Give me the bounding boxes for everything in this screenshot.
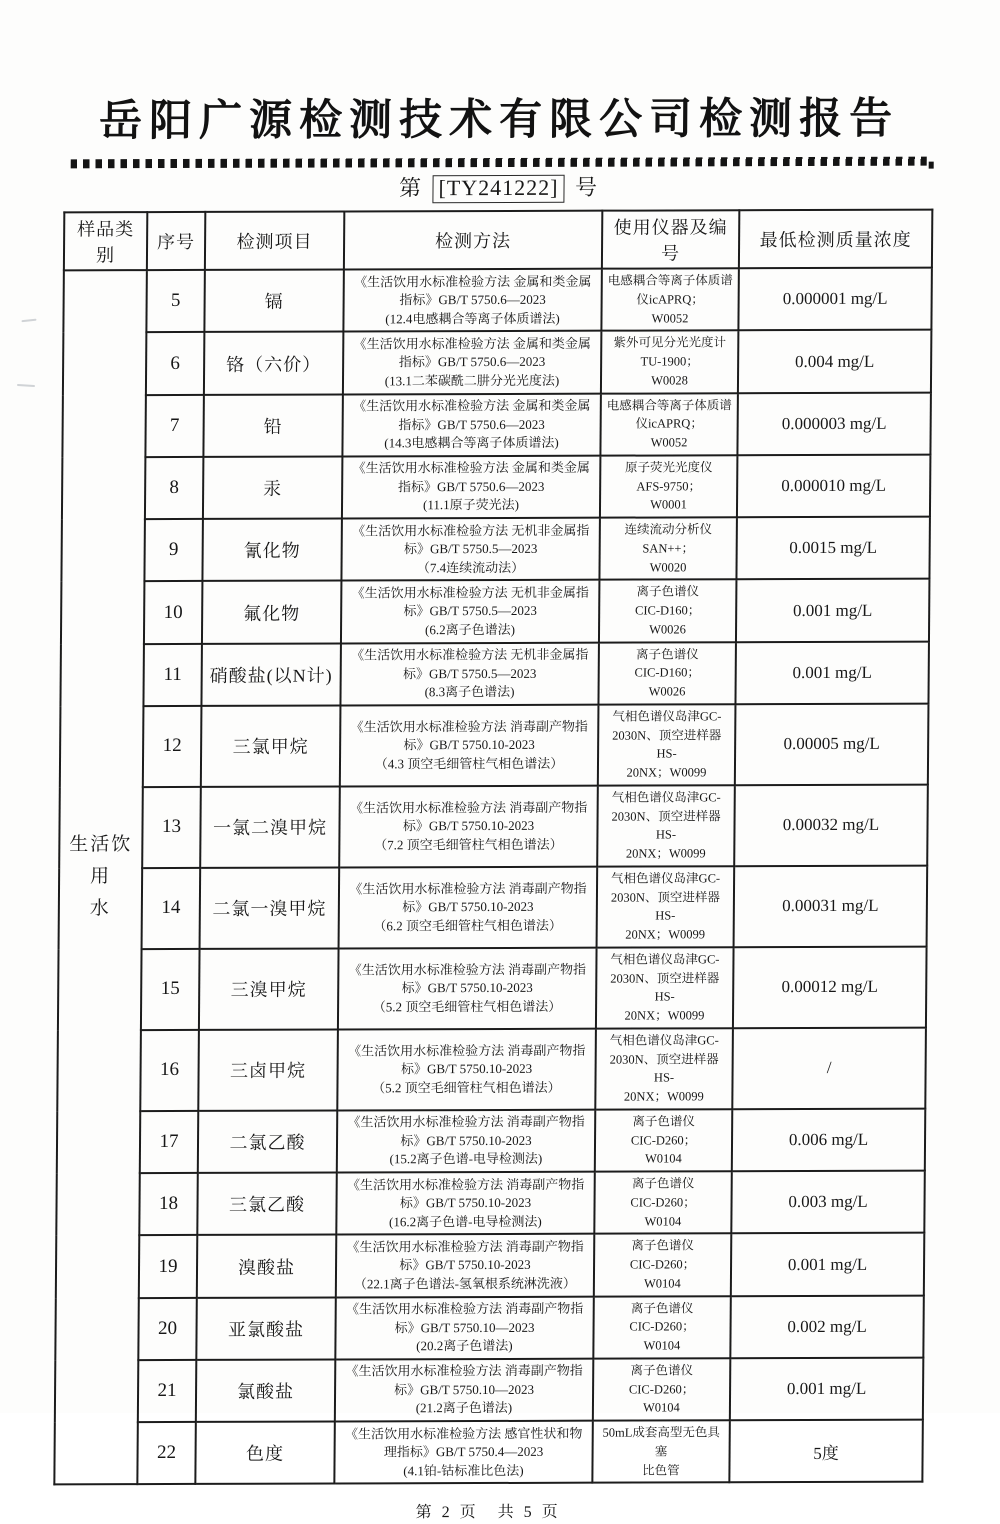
table-row — [58, 947, 927, 1031]
row-test-item: 三卤甲烷 — [198, 1029, 338, 1110]
row-test-item: 三氯甲烷 — [201, 705, 341, 786]
row-test-method: 《生活饮用水标准检验方法 无机非金属指 标》GB/T 5750.5—2023 （7.4连续流动法） — [341, 518, 599, 581]
row-test-item: 氰化物 — [202, 519, 341, 582]
row-instrument: 气相色谱仪岛津GC- 2030N、顶空进样器HS- 20NX；W0099 — [595, 1028, 733, 1109]
row-instrument: 电感耦合等离子体质谱 仪icAPRQ； W0052 — [601, 268, 738, 331]
row-detection-limit: 0.000003 mg/L — [737, 392, 930, 455]
row-detection-limit: 0.00031 mg/L — [734, 866, 928, 948]
sample-category-cell: 生活饮用 水 — [54, 270, 147, 1485]
row-test-item: 硝酸盐(以N计) — [201, 643, 340, 706]
row-instrument: 50mL成套高型无色具塞 比色管 — [592, 1420, 729, 1483]
row-test-item: 亚氯酸盐 — [196, 1297, 335, 1360]
row-test-method: 《生活饮用水标准检验方法 消毒副产物指 标》GB/T 5750.10-2023 （5.2 顶空毛细管柱气相色谱法） — [337, 1029, 596, 1111]
row-test-method: 《生活饮用水标准检验方法 无机非金属指 标》GB/T 5750.5—2023 (6.2离子色谱法) — [341, 580, 599, 643]
row-instrument: 电感耦合等离子体质谱 仪icAPRQ； W0052 — [600, 393, 737, 456]
row-test-method: 《生活饮用水标准检验方法 金属和类金属 指标》GB/T 5750.6—2023 (14.3电感耦合等离子体质谱法) — [342, 393, 600, 456]
row-instrument: 气相色谱仪岛津GC- 2030N、顶空进样器HS- 20NX；W0099 — [596, 947, 734, 1028]
table-row — [57, 1028, 926, 1112]
row-detection-limit: 0.00012 mg/L — [733, 947, 927, 1029]
row-instrument: 离子色谱仪 CIC-D160； W0026 — [599, 580, 736, 643]
row-detection-limit: 0.000001 mg/L — [738, 268, 931, 331]
row-instrument: 离子色谱仪 CIC-D160； W0026 — [598, 642, 735, 705]
row-serial-number: 18 — [139, 1173, 197, 1235]
row-test-item: 氯酸盐 — [196, 1359, 335, 1422]
header-detection-limit: 最低检测质量浓度 — [739, 210, 932, 269]
table-row — [56, 1171, 925, 1236]
row-serial-number: 22 — [137, 1422, 195, 1484]
page-number-footer: 第 2 页 共 5 页 — [415, 1504, 561, 1522]
row-serial-number: 8 — [145, 457, 203, 519]
table-row — [54, 1420, 923, 1485]
table-row — [56, 1233, 925, 1298]
row-instrument: 离子色谱仪 CIC-D260； W0104 — [593, 1296, 730, 1359]
row-test-item: 氟化物 — [202, 581, 341, 644]
row-instrument: 气相色谱仪岛津GC- 2030N、顶空进样器HS- 20NX；W0099 — [597, 785, 735, 866]
header-test-method: 检测方法 — [344, 211, 602, 270]
table-row — [62, 392, 931, 457]
row-test-item: 一氯二溴甲烷 — [200, 786, 340, 867]
row-serial-number: 19 — [139, 1235, 197, 1297]
report-number-suffix: 号 — [574, 174, 599, 200]
row-instrument: 气相色谱仪岛津GC- 2030N、顶空进样器HS- 20NX；W0099 — [597, 866, 735, 947]
row-detection-limit: 0.0015 mg/L — [736, 517, 929, 580]
table-row — [55, 1358, 924, 1423]
row-serial-number: 5 — [146, 270, 204, 332]
row-instrument: 原子荧光光度仪 AFS-9750； W0001 — [600, 455, 737, 518]
row-test-method: 《生活饮用水标准检验方法 感官性状和物 理指标》GB/T 5750.4—2023 (4.1铂-钴标准比色法) — [334, 1421, 592, 1484]
row-test-item: 二氯乙酸 — [198, 1110, 337, 1173]
row-test-item: 色度 — [195, 1422, 334, 1485]
table-body — [54, 268, 932, 1485]
row-test-method: 《生活饮用水标准检验方法 消毒副产物指 标》GB/T 5750.10-2023 （5.2 顶空毛细管柱气相色谱法） — [338, 948, 597, 1030]
row-test-item: 镉 — [204, 270, 343, 333]
row-serial-number: 12 — [143, 706, 202, 787]
row-serial-number: 21 — [138, 1360, 196, 1422]
row-test-method: 《生活饮用水标准检验方法 无机非金属指 标》GB/T 5750.5—2023 (8.3离子色谱法) — [340, 642, 598, 705]
report-number-line — [0, 169, 999, 204]
row-detection-limit: 0.006 mg/L — [732, 1109, 925, 1172]
row-test-method: 《生活饮用水标准检验方法 消毒副产物指 标》GB/T 5750.10-2023 （4.3 顶空毛细管柱气相色谱法） — [340, 705, 599, 787]
row-detection-limit: 0.002 mg/L — [730, 1295, 923, 1358]
report-number-value: [TY241222] — [432, 175, 564, 204]
row-serial-number: 16 — [140, 1030, 199, 1111]
row-serial-number: 10 — [144, 581, 202, 643]
row-test-method: 《生活饮用水标准检验方法 金属和类金属 指标》GB/T 5750.6—2023 (11.1原子荧光法) — [342, 456, 600, 519]
row-serial-number: 9 — [144, 519, 202, 581]
row-serial-number: 11 — [143, 644, 201, 706]
table-row — [57, 1109, 926, 1174]
row-detection-limit: 0.004 mg/L — [738, 330, 931, 393]
row-detection-limit: 0.001 mg/L — [730, 1358, 923, 1421]
table-row — [63, 268, 932, 333]
row-instrument: 紫外可见分光光度计 TU-1900； W0028 — [601, 331, 738, 394]
report-title: 岳阳广源检测技术有限公司检测报告 — [98, 95, 900, 146]
row-instrument: 离子色谱仪 CIC-D260； W0104 — [595, 1109, 732, 1172]
row-test-item: 汞 — [203, 456, 342, 519]
header-serial-number: 序号 — [147, 212, 205, 270]
row-detection-limit: 0.00032 mg/L — [734, 785, 928, 867]
row-detection-limit: 0.003 mg/L — [731, 1171, 924, 1234]
header-test-item: 检测项目 — [205, 212, 344, 270]
header-sample-category: 样品类别 — [64, 212, 147, 270]
row-serial-number: 14 — [142, 868, 201, 949]
row-test-method: 《生活饮用水标准检验方法 消毒副产物指 标》GB/T 5750.10—2023 (20.2离子色谱法) — [335, 1296, 593, 1359]
table-row — [60, 641, 929, 706]
row-detection-limit: 0.001 mg/L — [731, 1233, 924, 1296]
row-test-method: 《生活饮用水标准检验方法 金属和类金属 指标》GB/T 5750.6—2023 (13.1二苯碳酰二肼分光光度法) — [343, 331, 601, 394]
header-instrument: 使用仪器及编号 — [602, 210, 739, 268]
row-test-method: 《生活饮用水标准检验方法 消毒副产物指 标》GB/T 5750.10-2023 (15.2离子色谱-电导检测法) — [337, 1110, 595, 1173]
table-row — [59, 866, 928, 950]
row-detection-limit: / — [732, 1028, 926, 1110]
row-serial-number: 13 — [142, 787, 201, 868]
row-serial-number: 15 — [141, 949, 200, 1030]
row-instrument: 离子色谱仪 CIC-D260； W0104 — [593, 1358, 730, 1421]
row-test-item: 二氯一溴甲烷 — [200, 867, 340, 948]
title-dotted-divider — [71, 157, 927, 169]
row-test-method: 《生活饮用水标准检验方法 消毒副产物指 标》GB/T 5750.10—2023 (21.2离子色谱法) — [335, 1359, 593, 1422]
row-test-method: 《生活饮用水标准检验方法 金属和类金属 指标》GB/T 5750.6—2023 (12.4电感耦合等离子体质谱法) — [343, 269, 601, 332]
row-serial-number: 7 — [145, 395, 203, 457]
row-instrument: 离子色谱仪 CIC-D260； W0104 — [594, 1234, 731, 1297]
test-items-table — [53, 209, 933, 1486]
row-test-method: 《生活饮用水标准检验方法 消毒副产物指 标》GB/T 5750.10-2023 (16.2离子色谱-电导检测法) — [336, 1172, 594, 1235]
report-number-prefix: 第 — [398, 175, 423, 201]
row-test-item: 三溴甲烷 — [199, 948, 339, 1029]
row-test-method: 《生活饮用水标准检验方法 消毒副产物指 标》GB/T 5750.10-2023 （7.2 顶空毛细管柱气相色谱法） — [339, 786, 598, 868]
row-instrument: 连续流动分析仪 SAN++； W0020 — [599, 517, 736, 580]
row-test-method: 《生活饮用水标准检验方法 消毒副产物指 标》GB/T 5750.10-2023 （22.1离子色谱法-氢氧根系统淋洗液） — [336, 1234, 594, 1297]
row-test-method: 《生活饮用水标准检验方法 消毒副产物指 标》GB/T 5750.10-2023 （6.2 顶空毛细管柱气相色谱法） — [339, 867, 598, 949]
row-detection-limit: 0.00005 mg/L — [735, 704, 929, 786]
row-detection-limit: 0.001 mg/L — [736, 579, 929, 642]
row-instrument: 气相色谱仪岛津GC- 2030N、顶空进样器HS- 20NX；W0099 — [598, 704, 736, 785]
row-test-item: 铬（六价） — [204, 332, 343, 395]
row-serial-number: 17 — [140, 1111, 198, 1173]
table-row — [63, 330, 932, 395]
scan-smudge — [21, 319, 36, 323]
row-detection-limit: 0.000010 mg/L — [737, 455, 930, 518]
table-row — [59, 785, 928, 869]
table-row — [62, 455, 931, 520]
row-serial-number: 20 — [138, 1298, 196, 1360]
row-test-item: 铅 — [203, 394, 342, 457]
table-row — [61, 517, 930, 582]
table-header-row — [64, 210, 932, 271]
row-detection-limit: 0.001 mg/L — [735, 641, 928, 704]
scan-smudge — [17, 384, 35, 387]
row-test-item: 三氯乙酸 — [197, 1173, 336, 1236]
row-test-item: 溴酸盐 — [197, 1235, 336, 1298]
row-instrument: 离子色谱仪 CIC-D260； W0104 — [594, 1171, 731, 1234]
row-serial-number: 6 — [146, 332, 204, 394]
table-row — [55, 1295, 924, 1360]
table-row — [61, 579, 930, 644]
table-row — [60, 704, 929, 788]
row-detection-limit: 5度 — [729, 1420, 922, 1483]
